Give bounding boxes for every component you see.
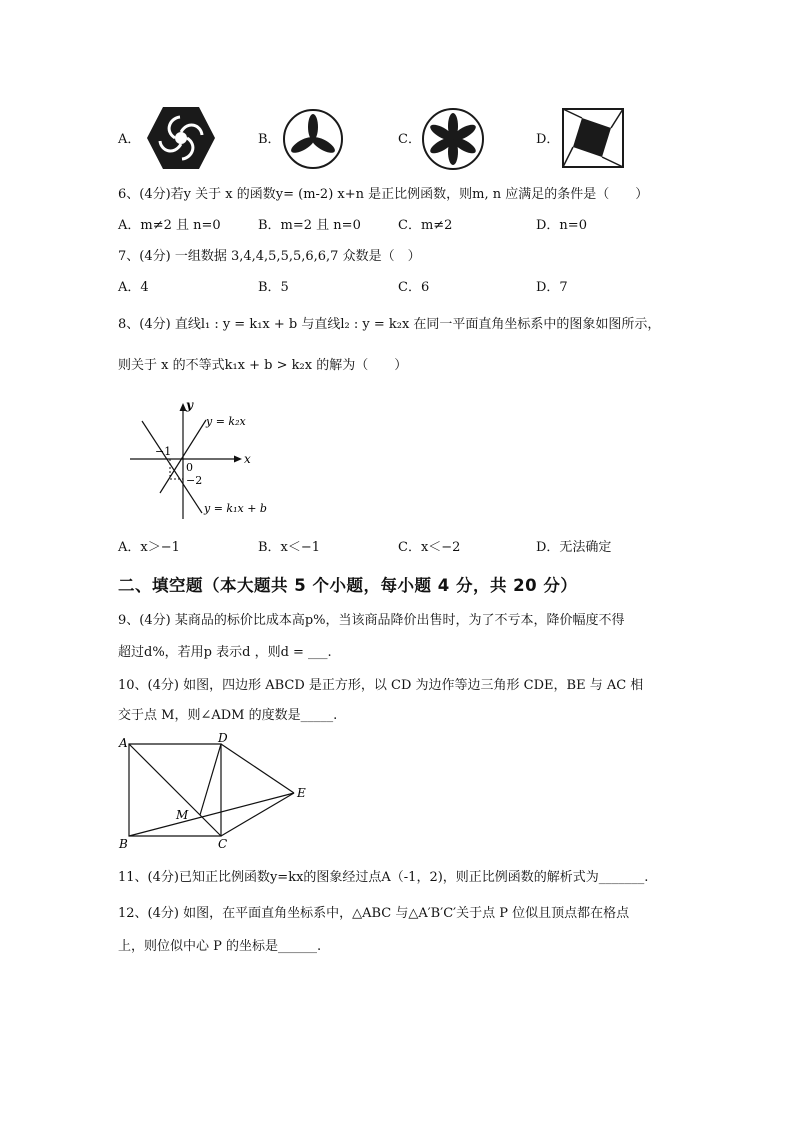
point-b-label: B: [119, 837, 128, 850]
q10-line2: 交于点 M，则∠ADM 的度数是_____.: [118, 708, 338, 723]
line-k2x-label: y = k₂x: [206, 415, 246, 428]
q9-line2: 超过d%，若用p 表示d ，则d = ___.: [118, 645, 332, 660]
q7-stem: 7、(4分) 一组数据 3,4,4,5,5,5,6,6,7 众数是（ ）: [118, 249, 421, 264]
q8-option-b: B．x＜−1: [258, 540, 321, 555]
q6-option-c: C．m≠2: [398, 218, 453, 233]
q5-option-a-label: A．: [118, 132, 141, 147]
q8-option-a: A．x＞−1: [118, 540, 180, 555]
q7-option-d: D．7: [536, 280, 568, 295]
origin-label: 0: [186, 461, 193, 474]
q5-option-d-label: D．: [536, 132, 560, 147]
q8-stem-line1: 8、(4分) 直线l₁ : y = k₁x + b 与直线l₂ : y = k₂x 在同一平面直角坐标系中的图象如图所示，: [118, 317, 661, 332]
tick-x-label: −1: [155, 445, 172, 458]
q10-line1: 10、(4分) 如图，四边形 ABCD 是正方形，以 CD 为边作等边三角形 CDE，BE 与 AC 相: [118, 678, 644, 693]
q7-option-b: B．5: [258, 280, 289, 295]
q5-figure-a-hexagon: [146, 105, 216, 171]
q11-line1: 11、(4分)已知正比例函数y=kx的图象经过点A（-1，2)，则正比例函数的解析式为_______.: [118, 870, 649, 885]
q9-line1: 9、(4分) 某商品的标价比成本高p%，当该商品降价出售时，为了不亏本，降价幅度不得: [118, 613, 625, 628]
q8-option-c: C．x＜−2: [398, 540, 461, 555]
section-heading: 二、填空题（本大题共 5 个小题，每小题 4 分，共 20 分）: [118, 576, 578, 595]
q6-stem: 6、(4分)若y 关于 x 的函数y= (m-2) x+n 是正比例函数，则m, n 应满足的条件是（ ）: [118, 187, 649, 202]
y-axis-label: y: [186, 398, 193, 412]
q8-stem-line2: 则关于 x 的不等式k₁x + b > k₂x 的解为（ ）: [118, 358, 408, 373]
q6-option-d: D．n=0: [536, 218, 587, 233]
q8-coordinate-figure: [126, 395, 276, 523]
line-k1x-label: y = k₁x + b: [204, 502, 267, 515]
point-m-label: M: [176, 808, 189, 822]
q7-option-a: A．4: [118, 280, 149, 295]
tick-y-label: −2: [186, 474, 203, 487]
q12-line1: 12、(4分) 如图，在平面直角坐标系中，△ABC 与△A′B′C′关于点 P 位似且顶点都在格点: [118, 906, 630, 921]
segment-be: [129, 793, 294, 836]
point-a-label: A: [119, 736, 128, 750]
point-e-label: E: [297, 786, 306, 800]
q12-line2: 上，则位似中心 P 的坐标是______.: [118, 939, 322, 954]
q5-option-b-label: B．: [258, 132, 281, 147]
point-d-label: D: [218, 731, 228, 745]
q5-figure-d-square: [562, 108, 624, 168]
q6-option-a: A．m≠2 且 n=0: [118, 218, 221, 233]
q10-square-figure: [114, 730, 314, 850]
q7-option-c: C．6: [398, 280, 430, 295]
q8-option-d: D．无法确定: [536, 540, 612, 555]
point-c-label: C: [218, 837, 228, 850]
x-axis-label: x: [244, 452, 251, 466]
q5-figure-c-six-petal: [421, 107, 485, 171]
line-k1x-plus-b: [142, 421, 202, 513]
q5-option-c-label: C．: [398, 132, 421, 147]
q5-figure-b-three-petal: [282, 108, 344, 170]
segment-dm: [200, 744, 221, 815]
q6-option-b: B．m=2 且 n=0: [258, 218, 361, 233]
